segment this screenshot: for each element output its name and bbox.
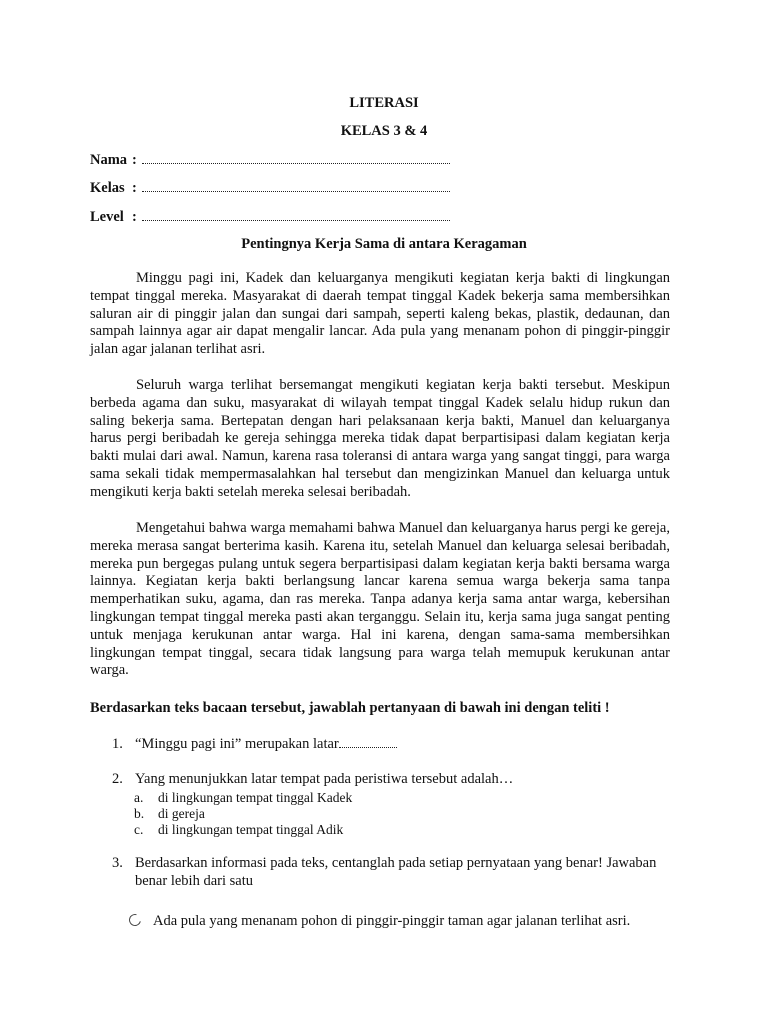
paragraph-2: Seluruh warga terlihat bersemangat mengikuti kegiatan kerja bakti tersebut. Meskipun berbeda agama dan suku, masyarakat di wilayah tempat tinggal Kadek selalu hidup rukun dan saling bekerja sama. Bertepatan dengan hari pelaksanaan kerja bakti, Manuel dan keluarganya harus pergi beribadah ke gereja sehingga mereka tidak dapat berpartisipasi dalam kegiatan kerja bakti mulai dari awal. Namun, karena rasa toleransi di antara warga yang sangat tinggi, para warga sama sekali tidak mempermasalahkan hal tersebut dan mengizinkan Manuel dan keluarga untuk mengikuti kerja bakti setelah mereka selesai beribadah. xyxy=(90,377,670,500)
worksheet-page: LITERASI KELAS 3 & 4 Nama : Kelas : Level : Pentingnya Kerja Sama di antara Keragaman Minggu pagi ini, Kadek dan keluarganya mengikuti kegiatan kerja bakti di lingkungan tempat tinggal mereka. Masyarakat di daerah tempat tinggal Kadek bekerja sama membersihkan saluran air di pinggir jalan dan sungai dari sampah, seperti kaleng bekas, plastik, dedaunan, dan sampah lainnya agar air dapat mengalir lancar. Ada pula yang menanam pohon di pinggir-pinggir jalan agar jalanan terlihat asri. Seluruh warga terlihat bersemangat mengikuti kegiatan kerja bakti tersebut. Meskipun berbeda agama dan suku, masyarakat di wilayah tempat tinggal Kadek selalu hidup rukun dan saling bekerja sama. Bertepatan dengan hari pelaksanaan kerja bakti, Manuel dan keluarganya harus pergi beribadah ke gereja sehingga mereka tidak dapat berpartisipasi dalam kegiatan kerja bakti mulai dari awal. Namun, karena rasa toleransi di antara warga yang sangat tinggi, para warga sama sekali tidak mempermasalahkan hal tersebut dan mengizinkan Manuel dan keluarga untuk mengikuti kerja bakti setelah mereka selesai beribadah. Mengetahui bahwa warga memahami bahwa Manuel dan keluarganya harus pergi ke gereja, mereka merasa sangat berterima kasih. Karena itu, setelah Manuel dan keluarga selesai beribadah, mereka pun bergegas pulang untuk segera berpartisipasi dalam kegiatan kerja bakti bersama warga lainnya. Kegiatan kerja bakti berlangsung lancar karena semua warga bekerja sama tanpa memperhatikan suku, agama, dan ras mereka. Tanpa adanya kerja sama antar warga, kebersihan lingkungan tempat tinggal mereka pasti akan terganggu. Selain itu, kerja sama juga sangat penting untuk menjaga kerukunan antar warga. Hal ini karena, dengan sama-sama membersihkan lingkungan tempat tinggal, secara tidak langsung para warga telah memupuk kerukunan antar warga. Berdasarkan teks bacaan tersebut, jawablah pertanyaan di bawah ini dengan teliti ! 1. “Minggu pagi ini” merupakan latar 2. Yang menunjukkan latar tempat pada peristiwa tersebut adalah… a. di lingkungan tempat tinggal Kadek b. di gereja c. di lingkungan tempat tinggal Adik 3. Berdasarkan informasi pada teks, centanglah pada setiap pernyataan yang benar! Jawaban benar lebih dari satu Ada pula yang menanam pohon di pinggir-pinggir taman agar jalanan terlihat asri. xyxy=(0,0,768,1024)
reading-title: Pentingnya Kerja Sama di antara Keragaman xyxy=(241,236,527,252)
paragraph-1: Minggu pagi ini, Kadek dan keluarganya mengikuti kegiatan kerja bakti di lingkungan tempat tinggal mereka. Masyarakat di daerah tempat tinggal Kadek bekerja sama membersihkan saluran air di pinggir jalan dan sungai dari sampah, seperti kaleng bekas, plastik, dedaunan, dan sampah lainnya agar air dapat mengalir lancar. Ada pula yang menanam pohon di pinggir-pinggir jalan agar jalanan terlihat asri. xyxy=(90,270,670,358)
class-label: Kelas xyxy=(90,180,125,196)
option-b[interactable]: b. di gereja xyxy=(134,806,205,821)
class-field[interactable]: Kelas : xyxy=(90,179,450,197)
name-blank[interactable] xyxy=(142,151,450,164)
class-blank[interactable] xyxy=(142,179,450,192)
name-label: Nama xyxy=(90,152,128,168)
paragraph-3: Mengetahui bahwa warga memahami bahwa Manuel dan keluarganya harus pergi ke gereja, mereka merasa sangat berterima kasih. Karena itu, setelah Manuel dan keluarga selesai beribadah, mereka pun bergegas pulang untuk segera berpartisipasi dalam kegiatan kerja bakti bersama warga lainnya. Kegiatan kerja bakti berlangsung lancar karena semua warga bekerja sama tanpa memperhatikan suku, agama, dan ras mereka. Tanpa adanya kerja sama antar warga, kebersihan lingkungan tempat tinggal mereka pasti akan terganggu. Selain itu, kerja sama juga sangat penting untuk menjaga kerukunan antar warga. Hal ini karena, dengan sama-sama membersihkan lingkungan tempat tinggal, secara tidak langsung para warga telah memupuk kerukunan antar warga. xyxy=(90,520,670,679)
level-field[interactable]: Level : xyxy=(90,208,450,226)
answer-blank[interactable] xyxy=(339,737,397,748)
radio-circle-icon[interactable] xyxy=(127,912,143,928)
level-blank[interactable] xyxy=(142,208,450,221)
statement-1[interactable]: Ada pula yang menanam pohon di pinggir-pinggir taman agar jalanan terlihat asri. xyxy=(129,913,630,930)
worksheet-title: LITERASI xyxy=(349,95,419,111)
instruction: Berdasarkan teks bacaan tersebut, jawablah pertanyaan di bawah ini dengan teliti ! xyxy=(90,700,610,716)
option-a[interactable]: a. di lingkungan tempat tinggal Kadek xyxy=(134,790,353,805)
level-label: Level xyxy=(90,209,124,225)
name-field[interactable]: Nama : xyxy=(90,151,450,169)
class-heading: KELAS 3 & 4 xyxy=(340,123,428,139)
option-c[interactable]: c. di lingkungan tempat tinggal Adik xyxy=(134,822,344,837)
